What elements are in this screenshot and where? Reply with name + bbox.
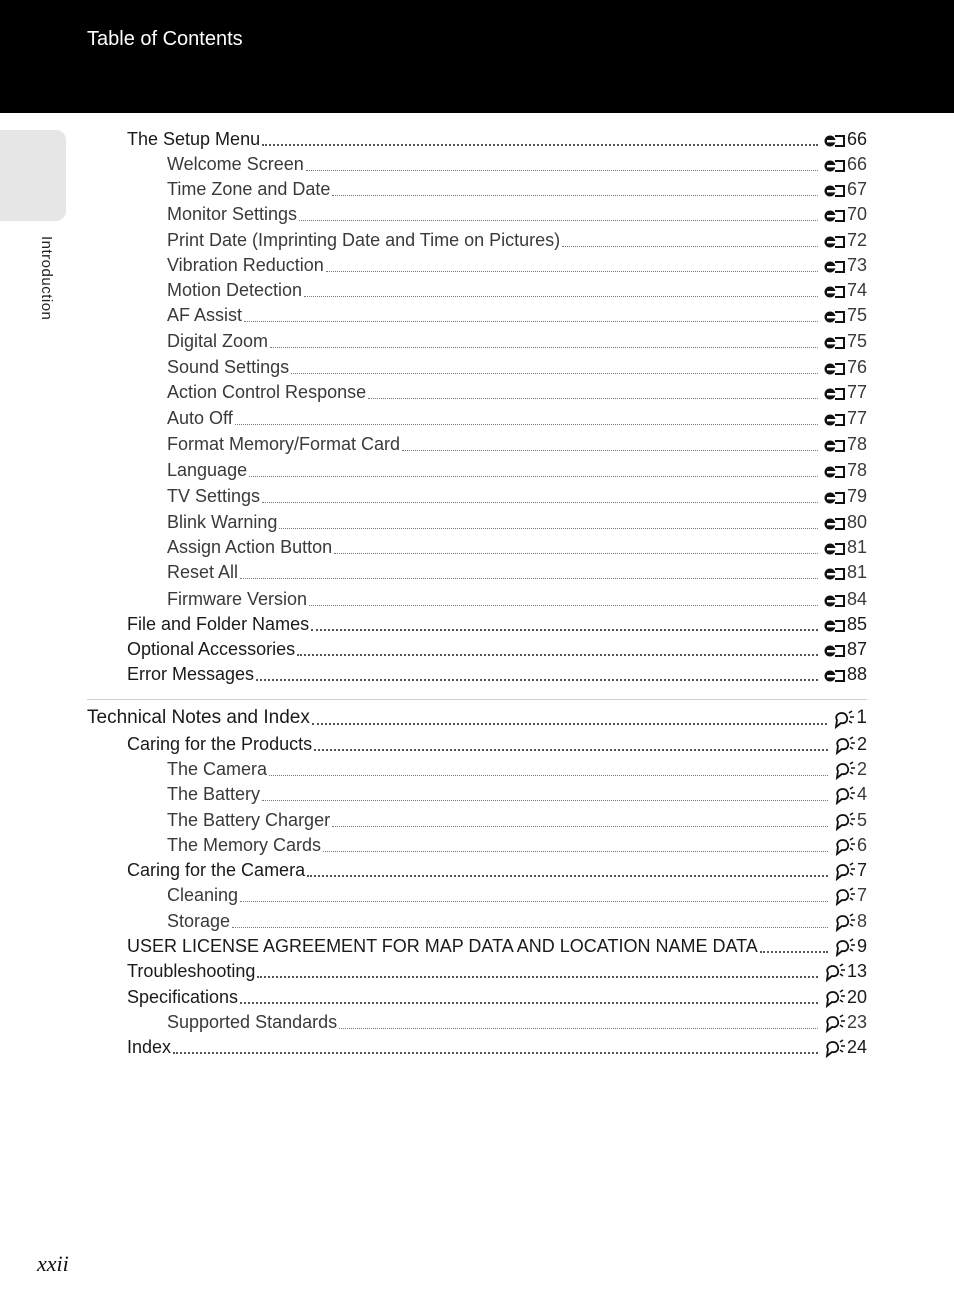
reference-e-icon xyxy=(824,591,846,611)
toc-entry-title: Optional Accessories xyxy=(127,639,296,659)
toc-entry-title: Sound Settings xyxy=(167,357,290,377)
toc-entry[interactable] xyxy=(127,1035,867,1059)
dot-leader xyxy=(240,901,828,902)
toc-page-number: 5 xyxy=(856,810,867,830)
toc-entry-title: Reset All xyxy=(167,562,239,582)
toc-entry-title: The Setup Menu xyxy=(127,129,261,149)
toc-entry[interactable] xyxy=(167,152,867,176)
section-divider xyxy=(87,699,867,700)
toc-entry-title: The Camera xyxy=(167,759,268,779)
toc-entry[interactable] xyxy=(87,706,867,730)
toc-page-number: 66 xyxy=(846,154,867,174)
reference-e-icon xyxy=(824,181,846,201)
toc-entry-title: Monitor Settings xyxy=(167,204,298,224)
toc-page-ref xyxy=(834,732,867,756)
technical-notes-icon xyxy=(834,761,856,781)
toc-page-ref xyxy=(824,152,867,176)
toc-page-ref xyxy=(824,177,867,201)
toc-entry-title: Assign Action Button xyxy=(167,537,333,557)
dot-leader xyxy=(562,246,818,247)
dot-leader xyxy=(235,424,818,425)
toc-page-ref xyxy=(834,934,867,958)
toc-page-number: 4 xyxy=(856,784,867,804)
toc-page-number: 75 xyxy=(846,331,867,351)
reference-e-icon xyxy=(824,462,846,482)
dot-leader xyxy=(307,875,828,877)
toc-page-ref xyxy=(824,985,867,1009)
toc-entry-title: Motion Detection xyxy=(167,280,303,300)
toc-page-ref xyxy=(824,959,867,983)
toc-page-number: 81 xyxy=(846,537,867,557)
dot-leader xyxy=(314,749,828,751)
toc-page-number: 2 xyxy=(856,759,867,779)
toc-entry-title: Technical Notes and Index xyxy=(87,707,310,728)
technical-notes-icon xyxy=(834,812,856,832)
toc-page-ref xyxy=(824,202,867,226)
toc-page-ref xyxy=(834,883,867,907)
toc-entry-title: Firmware Version xyxy=(167,589,308,609)
toc-entry-title: Welcome Screen xyxy=(167,154,304,174)
toc-page-ref xyxy=(824,587,867,611)
reference-e-icon xyxy=(824,436,846,456)
technical-notes-icon xyxy=(834,887,856,907)
toc-page-ref xyxy=(824,228,867,252)
toc-page-ref xyxy=(834,858,867,882)
toc-page-ref xyxy=(824,637,867,661)
toc-entry-title: Supported Standards xyxy=(167,1012,338,1032)
toc-page-ref xyxy=(834,808,867,832)
reference-e-icon xyxy=(824,333,846,353)
reference-e-icon xyxy=(824,359,846,379)
toc-page-ref xyxy=(824,355,867,379)
toc-entry[interactable] xyxy=(167,909,867,933)
dot-leader xyxy=(402,450,818,451)
reference-e-icon xyxy=(824,257,846,277)
toc-page-ref xyxy=(824,432,867,456)
toc-entry[interactable] xyxy=(127,612,867,636)
toc-page-number: 70 xyxy=(846,204,867,224)
toc-entry[interactable] xyxy=(167,883,867,907)
toc-page-number: 75 xyxy=(846,305,867,325)
toc-page-number: 77 xyxy=(846,382,867,402)
toc-entry[interactable] xyxy=(167,355,867,379)
dot-leader xyxy=(332,826,828,827)
toc-entry-title: Caring for the Camera xyxy=(127,860,306,880)
toc-page-ref xyxy=(824,303,867,327)
dot-leader xyxy=(339,1028,818,1029)
toc-page-number: 13 xyxy=(846,961,867,981)
reference-e-icon xyxy=(824,131,846,151)
dot-leader xyxy=(291,373,818,374)
toc-entry[interactable] xyxy=(167,228,867,252)
toc-page-ref xyxy=(824,458,867,482)
reference-e-icon xyxy=(824,666,846,686)
toc-page-ref xyxy=(824,1010,867,1034)
toc-entry[interactable] xyxy=(167,253,867,277)
toc-page-ref xyxy=(824,380,867,404)
toc-page-ref xyxy=(824,329,867,353)
dot-leader xyxy=(334,553,818,554)
dot-leader xyxy=(304,296,818,297)
technical-notes-icon xyxy=(833,710,855,730)
dot-leader xyxy=(368,398,818,399)
toc-page-ref xyxy=(824,1035,867,1059)
toc-entry[interactable] xyxy=(127,662,867,686)
toc-page-number: 88 xyxy=(846,664,867,684)
toc-page-ref xyxy=(824,662,867,686)
toc-page-number: 76 xyxy=(846,357,867,377)
toc-entry[interactable] xyxy=(167,202,867,226)
toc-entry[interactable] xyxy=(167,484,867,508)
toc-entry-title: The Battery Charger xyxy=(167,810,331,830)
toc-entry[interactable] xyxy=(167,1010,867,1034)
toc-entry-title: Blink Warning xyxy=(167,512,278,532)
toc-page-ref xyxy=(824,278,867,302)
toc-entry[interactable] xyxy=(127,637,867,661)
toc-entry[interactable] xyxy=(167,535,867,559)
toc-page-ref xyxy=(834,833,867,857)
dot-leader xyxy=(244,321,818,322)
section-side-tab[interactable] xyxy=(0,130,66,221)
toc-entry[interactable] xyxy=(167,808,867,832)
dot-leader xyxy=(299,220,818,221)
header-bar xyxy=(0,0,954,113)
dot-leader xyxy=(262,144,818,146)
toc-entry[interactable] xyxy=(167,177,867,201)
reference-e-icon xyxy=(824,232,846,252)
dot-leader xyxy=(269,775,828,776)
reference-e-icon xyxy=(824,410,846,430)
toc-page-number: 2 xyxy=(856,734,867,754)
toc-entry[interactable] xyxy=(167,432,867,456)
toc-entry-title: Cleaning xyxy=(167,885,239,905)
toc-entry-title: Vibration Reduction xyxy=(167,255,324,275)
dot-leader xyxy=(270,347,818,348)
toc-page-number: 84 xyxy=(846,589,867,609)
toc-entry[interactable] xyxy=(127,934,867,958)
toc-entry[interactable] xyxy=(167,380,867,404)
toc-page-number: 77 xyxy=(846,408,867,428)
dot-leader xyxy=(256,679,818,681)
toc-page-ref xyxy=(824,253,867,277)
toc-entry-title: Troubleshooting xyxy=(127,961,256,981)
toc-page-number: 67 xyxy=(846,179,867,199)
dot-leader xyxy=(326,271,818,272)
toc-page-number: 78 xyxy=(846,434,867,454)
reference-e-icon xyxy=(824,282,846,302)
toc-entry-title: The Memory Cards xyxy=(167,835,322,855)
toc-entry[interactable] xyxy=(167,560,867,584)
toc-entry[interactable] xyxy=(167,587,867,611)
page-title: Table of Contents xyxy=(87,28,243,50)
dot-leader xyxy=(232,927,828,928)
toc-entry[interactable] xyxy=(127,959,867,983)
dot-leader xyxy=(240,1002,818,1004)
toc-entry-title: File and Folder Names xyxy=(127,614,310,634)
dot-leader xyxy=(760,951,828,953)
reference-e-icon xyxy=(824,514,846,534)
toc-entry[interactable] xyxy=(167,510,867,534)
toc-page-number: 79 xyxy=(846,486,867,506)
dot-leader xyxy=(311,629,818,631)
toc-page-ref xyxy=(824,406,867,430)
reference-e-icon xyxy=(824,384,846,404)
toc-page-number: 20 xyxy=(846,987,867,1007)
reference-e-icon xyxy=(824,641,846,661)
toc-entry-title: TV Settings xyxy=(167,486,261,506)
dot-leader xyxy=(249,476,818,477)
toc-entry[interactable] xyxy=(167,757,867,781)
toc-page-number: 24 xyxy=(846,1037,867,1057)
toc-entry[interactable] xyxy=(127,985,867,1009)
toc-entry[interactable] xyxy=(167,833,867,857)
technical-notes-icon xyxy=(834,913,856,933)
toc-page-ref xyxy=(834,757,867,781)
toc-entry[interactable] xyxy=(167,278,867,302)
technical-notes-icon xyxy=(834,862,856,882)
reference-e-icon xyxy=(824,564,846,584)
toc-entry-title: USER LICENSE AGREEMENT FOR MAP DATA AND LOCATION NAME DATA xyxy=(127,936,758,956)
toc-page-ref xyxy=(834,782,867,806)
toc-page-number: 81 xyxy=(846,562,867,582)
toc-page-number: 7 xyxy=(856,885,867,905)
toc-entry-title: The Battery xyxy=(167,784,261,804)
section-tab-label: Introduction xyxy=(38,236,55,321)
toc-entry[interactable] xyxy=(167,458,867,482)
toc-page-number: 7 xyxy=(856,860,867,880)
technical-notes-icon xyxy=(824,1014,846,1034)
technical-notes-icon xyxy=(834,736,856,756)
toc-page-number: 1 xyxy=(856,707,867,728)
technical-notes-icon xyxy=(824,963,846,983)
toc-page-ref xyxy=(833,706,867,730)
toc-page-ref xyxy=(824,612,867,636)
toc-entry-title: Specifications xyxy=(127,987,239,1007)
toc-entry[interactable] xyxy=(127,732,867,756)
toc-page-number: 73 xyxy=(846,255,867,275)
reference-e-icon xyxy=(824,307,846,327)
toc-entry-title: Print Date (Imprinting Date and Time on Pictures) xyxy=(167,230,561,250)
technical-notes-icon xyxy=(824,1039,846,1059)
dot-leader xyxy=(257,976,818,978)
technical-notes-icon xyxy=(834,786,856,806)
toc-page-number: 23 xyxy=(846,1012,867,1032)
reference-e-icon xyxy=(824,539,846,559)
technical-notes-icon xyxy=(824,989,846,1009)
toc-page-ref xyxy=(824,484,867,508)
toc-entry-title: AF Assist xyxy=(167,305,243,325)
reference-e-icon xyxy=(824,156,846,176)
dot-leader xyxy=(309,605,818,606)
toc-entry-title: Language xyxy=(167,460,248,480)
dot-leader xyxy=(262,502,818,503)
toc-page-number: 72 xyxy=(846,230,867,250)
technical-notes-icon xyxy=(834,837,856,857)
toc-entry-title: Index xyxy=(127,1037,172,1057)
toc-entry-title: Format Memory/Format Card xyxy=(167,434,401,454)
toc-entry-title: Storage xyxy=(167,911,231,931)
toc-entry-title: Error Messages xyxy=(127,664,255,684)
toc-page-ref xyxy=(824,535,867,559)
reference-e-icon xyxy=(824,488,846,508)
toc-entry-title: Auto Off xyxy=(167,408,233,428)
toc-entry-title: Caring for the Products xyxy=(127,734,313,754)
toc-entry[interactable] xyxy=(167,329,867,353)
dot-leader xyxy=(306,170,818,171)
page-number: xxii xyxy=(37,1251,69,1276)
toc-page-number: 8 xyxy=(856,911,867,931)
dot-leader xyxy=(240,578,818,579)
dot-leader xyxy=(332,195,818,196)
toc-entry-title: Action Control Response xyxy=(167,382,367,402)
toc-page-number: 87 xyxy=(846,639,867,659)
reference-e-icon xyxy=(824,616,846,636)
toc-entry[interactable] xyxy=(127,127,867,151)
toc-entry[interactable] xyxy=(167,303,867,327)
toc-page-number: 78 xyxy=(846,460,867,480)
toc-page-ref xyxy=(824,510,867,534)
toc-page-number: 6 xyxy=(856,835,867,855)
technical-notes-icon xyxy=(834,938,856,958)
toc-entry-title: Digital Zoom xyxy=(167,331,269,351)
toc-page-number: 85 xyxy=(846,614,867,634)
toc-entry[interactable] xyxy=(127,858,867,882)
toc-page-ref xyxy=(834,909,867,933)
toc-entry[interactable] xyxy=(167,406,867,430)
reference-e-icon xyxy=(824,206,846,226)
toc-page-ref xyxy=(824,127,867,151)
toc-entry[interactable] xyxy=(167,782,867,806)
toc-page-ref xyxy=(824,560,867,584)
dot-leader xyxy=(312,723,828,725)
dot-leader xyxy=(323,851,828,852)
dot-leader xyxy=(279,528,818,529)
toc-page-number: 66 xyxy=(846,129,867,149)
dot-leader xyxy=(262,800,828,801)
dot-leader xyxy=(173,1052,818,1054)
toc-page-number: 74 xyxy=(846,280,867,300)
toc-page-number: 9 xyxy=(856,936,867,956)
toc-page-number: 80 xyxy=(846,512,867,532)
dot-leader xyxy=(297,654,818,656)
toc-entry-title: Time Zone and Date xyxy=(167,179,331,199)
